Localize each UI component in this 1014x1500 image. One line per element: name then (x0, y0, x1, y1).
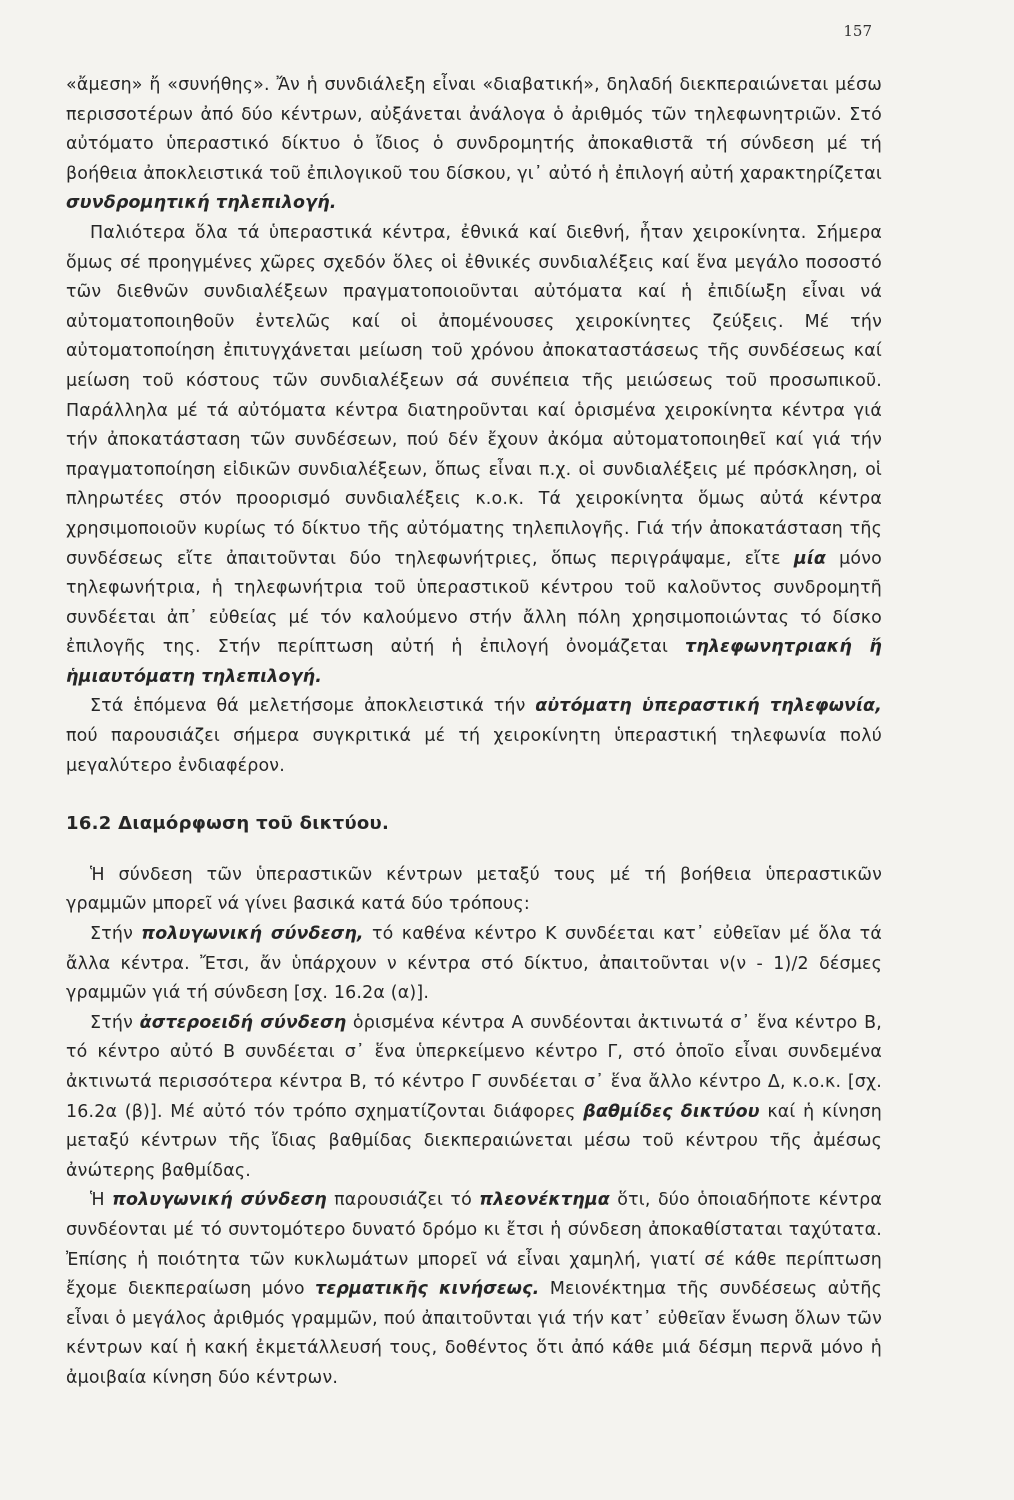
emphasis: ἀστεροειδή σύνδεση (139, 1012, 347, 1033)
emphasis: βαθμίδες δικτύου (583, 1101, 760, 1122)
paragraph-1: «ἄμεση» ἤ «συνήθης». Ἄν ἡ συνδιάλεξη εἶναι «διαβατική», δηλαδή διεκπεραιώνεται μέσω περισσοτέρων ἀπό δύο κέντρων, αὐξάνεται ἀνάλογα ὁ ἀριθμός τῶν τηλεφωνητριῶν. Στό αὐτόματο ὑπεραστικό δίκτυο ὁ ἴδιος ὁ συνδρομητής ἀποκαθιστᾶ τή σύνδεση μέ τή βοήθεια ἀποκλειστικά τοῦ ἐπιλογικοῦ του δίσκου, γι᾽ αὐτό ἡ ἐπιλογή αὐτή χαρακτηρίζεται συνδρομητική τηλεπιλογή. (66, 75, 882, 214)
emphasis: συνδρομητική τηλεπιλογή. (66, 193, 337, 214)
paragraph-4: Ἡ σύνδεση τῶν ὑπεραστικῶν κέντρων μεταξύ τους μέ τή βοήθεια ὑπεραστικῶν γραμμῶν μπορεῖ νά γίνει βασικά κατά δύο τρόπους: (66, 864, 882, 915)
emphasis: μία (793, 548, 826, 569)
page-body (66, 71, 882, 1394)
paragraph-7: Ἡ πολυγωνική σύνδεση παρουσιάζει τό πλεονέκτημα ὅτι, δύο ὁποιαδήποτε κέντρα συνδέονται μέ τό συντομότερο δυνατό δρόμο κι ἔτσι ἡ σύνδεση ἀποκαθίσταται ταχύτατα. Ἐπίσης ἡ ποιότητα τῶν κυκλωμάτων μπορεῖ νά εἶναι χαμηλή, γιατί σέ κάθε περίπτωση ἔχομε διεκπεραίωση μόνο τερματικῆς κινήσεως. Μειονέκτημα τῆς συνδέσεως αὐτῆς εἶναι ὁ μεγάλος ἀριθμός γραμμῶν, πού ἀπαιτοῦνται γιά τήν κατ᾽ εὐθεῖαν ἕνωση ὅλων τῶν κέντρων καί ἡ κακή ἐκμετάλλευσή τους, δοθέντος ὅτι ἀπό κάθε μιά δέσμη περνᾶ μόνο ἡ ἀμοιβαία κίνηση δύο κέντρων. (66, 1190, 883, 1388)
emphasis: τερματικῆς κινήσεως. (315, 1279, 540, 1300)
emphasis: πολυγωνική σύνδεση (112, 1190, 327, 1211)
paragraph-5: Στήν πολυγωνική σύνδεση, τό καθένα κέντρο Κ συνδέεται κατ᾽ εὐθεῖαν μέ ὅλα τά ἄλλα κέντρα. Ἔτσι, ἄν ὑπάρχουν ν κέντρα στό δίκτυο, ἀπαιτοῦνται ν(ν - 1)/2 δέσμες γραμμῶν γιά τή σύνδεση [σχ. 16.2α (α)]. (66, 924, 882, 1004)
emphasis: τηλεφωνητριακή ἤ ἡμιαυτόματη τηλεπιλογή. (66, 637, 882, 687)
section-heading: 16.2 Διαμόρφωση τοῦ δικτύου. (66, 813, 390, 835)
emphasis: πλεονέκτημα (479, 1190, 610, 1211)
paragraph-3: Στά ἑπόμενα θά μελετήσομε ἀποκλειστικά τήν αὐτόματη ὑπεραστική τηλεφωνία, πού παρουσιάζει σήμερα συγκριτικά μέ τή χειροκίνητη ὑπεραστική τηλεφωνία πολύ μεγαλύτερο ἐνδιαφέρον. (66, 696, 883, 776)
paragraph-2: Παλιότερα ὅλα τά ὑπεραστικά κέντρα, ἐθνικά καί διεθνή, ἦταν χειροκίνητα. Σήμερα ὅμως σέ προηγμένες χῶρες σχεδόν ὅλες οἱ ἐθνικές συνδιαλέξεις καί ἕνα μεγάλο ποσοστό τῶν διεθνῶν συνδιαλέξεων πραγματοποιοῦνται αὐτόματα καί ἡ ἐπιδίωξη εἶναι νά αὐτοματοποιηθοῦν ἐντελῶς καί οἱ ἀπομένουσες χειροκίνητες ζεύξεις. Μέ τήν αὐτοματοποίηση ἐπιτυγχάνεται μείωση τοῦ χρόνου ἀποκαταστάσεως τῆς συνδέσεως καί μείωση τοῦ κόστους τῶν συνδιαλέξεων σά συνέπεια τῆς μειώσεως τοῦ προσωπικοῦ. Παράλληλα μέ τά αὐτόματα κέντρα διατηροῦνται καί ὁρισμένα χειροκίνητα κέντρα γιά τήν ἀποκατάσταση τῶν συνδέσεων, πού δέν ἔχουν ἀκόμα αὐτοματοποιηθεῖ καί γιά τήν πραγματοποίηση εἰδικῶν συνδιαλέξεων, ὅπως εἶναι π.χ. οἱ συνδιαλέξεις μέ πρόσκληση, οἱ πληρωτέες στόν προορισμό συνδιαλέξεις κ.ο.κ. Τά χειροκίνητα ὅμως αὐτά κέντρα χρησιμοποιοῦν κυρίως τό δίκτυο τῆς αὐτόματης τηλεπιλογῆς. Γιά τήν ἀποκατάσταση τῆς συνδέσεως εἴτε ἀπαιτοῦνται δύο τηλεφωνήτριες, ὅπως περιγράψαμε, εἴτε μία μόνο τηλεφωνήτρια, ἡ τηλεφωνήτρια τοῦ ὑπεραστικοῦ κέντρου τοῦ καλοῦντος συνδρομητῆ συνδέεται ἀπ᾽ εὐθείας μέ τόν καλούμενο στήν ἄλλη πόλη χρησιμοποιώντας τό δίσκο ἐπιλογῆς της. Στήν περίπτωση αὐτή ἡ ἐπιλογή ὀνομάζεται τηλεφωνητριακή ἤ ἡμιαυτόματη τηλεπιλογή. (66, 222, 882, 687)
emphasis: αὐτόματη ὑπεραστική τηλεφωνία, (535, 696, 883, 717)
emphasis: πολυγωνική σύνδεση, (141, 924, 364, 945)
paragraph-6: Στήν ἀστεροειδή σύνδεση ὁρισμένα κέντρα Α συνδέονται ἀκτινωτά σ᾽ ἕνα κέντρο Β, τό κέντρο αὐτό Β συνδέεται σ᾽ ἕνα ὑπερκείμενο κέντρο Γ, στό ὁποῖο εἶναι συνδεμένα ἀκτινωτά περισσότερα κέντρα Β, τό κέντρο Γ συνδέεται σ᾽ ἕνα ἄλλο κέντρο Δ, κ.ο.κ. [σχ. 16.2α (β)]. Μέ αὐτό τόν τρόπο σχηματίζονται διάφορες βαθμίδες δικτύου καί ἡ κίνηση μεταξύ κέντρων τῆς ἴδιας βαθμίδας διεκπεραιώνεται μέσω τοῦ κέντρου τῆς ἀμέσως ἀνώτερης βαθμίδας. (66, 1012, 882, 1181)
page-number: 157 (843, 22, 872, 40)
